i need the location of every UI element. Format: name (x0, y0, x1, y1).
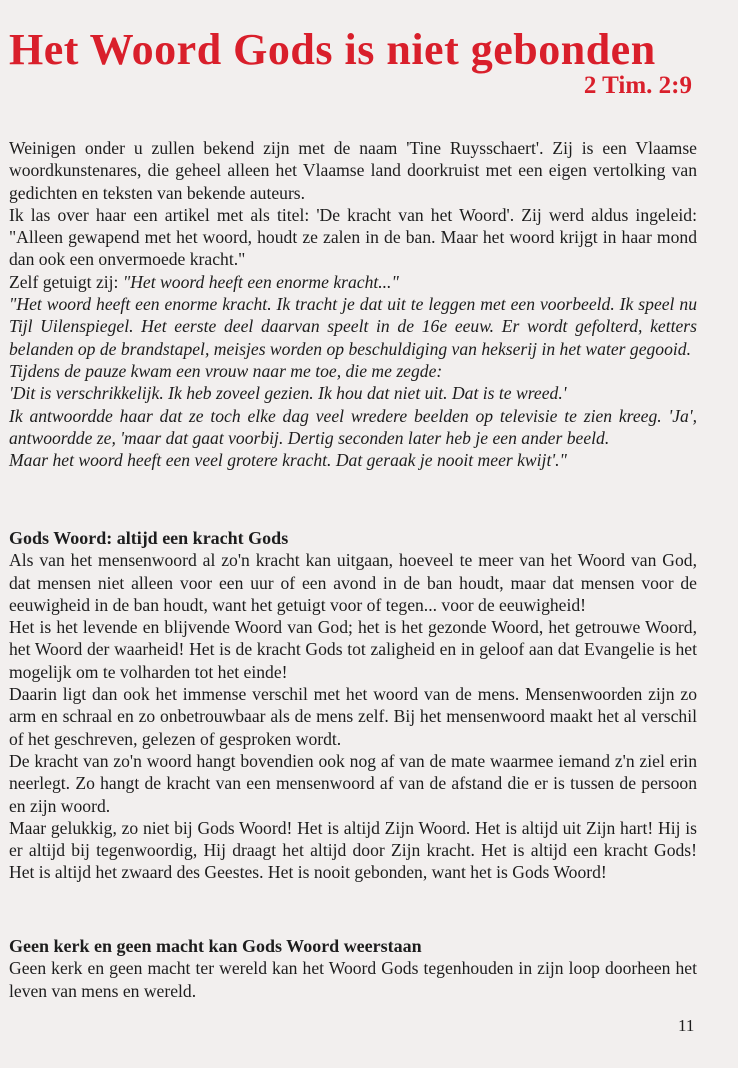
paragraph (9, 271, 697, 293)
paragraph: Als van het mensenwoord al zo'n kracht kan uitgaan, hoeveel te meer van het Woord van God, dat mensen niet alleen voor een uur of een avond in de ban houdt, maar dat mensen voor de eeuwigheid in de ban houdt, want het getuigt voor of tegen... voor de eeuwigheid! (9, 550, 697, 615)
section-heading: Geen kerk en geen macht kan Gods Woord weerstaan (9, 936, 422, 956)
paragraph: Maar gelukkig, zo niet bij Gods Woord! Het is altijd Zijn Woord. Het is altijd uit Zijn hart! Hij is er altijd bij tegenwoordig, Hij draagt het altijd door Zijn kracht. Het is altijd een kracht Gods! Het is altijd het zwaard des Geestes. Het is nooit gebonden, want het is Gods Woord! (9, 817, 697, 883)
paragraph: Weinigen onder u zullen bekend zijn met de naam 'Tine Ruysschaert'. Zij is een Vlaamse woordkunstenares, die geheel alleen het Vlaamse land doorkruist met een eigen vertolking van gedichten en teksten van bekende auteurs. (9, 138, 697, 203)
quote-paragraph: Ik antwoordde haar dat ze toch elke dag veel wredere beelden op televisie te zien kreeg. 'Ja', antwoordde ze, 'maar dat gaat voorbij. Dertig seconden later heb je een ander beeld. (9, 405, 697, 448)
paragraph: Geen kerk en geen macht ter wereld kan het Woord Gods tegenhouden in zijn loop doorheen het leven van mens en wereld. (9, 958, 697, 1001)
testimony-intro: Zelf getuigt zij: (9, 271, 123, 292)
quote-paragraph: "Het woord heeft een enorme kracht. Ik tracht je dat uit te leggen met een voorbeeld. Ik speel nu Tijl Uilenspiegel. Het eerste deel daarvan speelt in de 16e eeuw. Er wordt gefolterd, ketters belanden op de brandstapel, meisjes worden op beschuldiging van hekserij in het water gegooid. (9, 294, 697, 359)
testimony-quote: "Het woord heeft een enorme kracht..." (122, 271, 399, 292)
paragraph: Het is het levende en blijvende Woord van God; het is het gezonde Woord, het getrouwe Woord, het Woord der waarheid! Het is de kracht Gods tot zaligheid en in geloof aan dat Evangelie is het mogelijk om te volharden tot het einde! (9, 617, 697, 682)
section-heading: Gods Woord: altijd een kracht Gods (9, 528, 289, 548)
scripture-reference: 2 Tim. 2:9 (583, 72, 692, 99)
section-geen-kerk (9, 935, 697, 1002)
page-number: 11 (678, 1016, 695, 1035)
paragraph: Daarin ligt dan ook het immense verschil met het woord van de mens. Mensenwoorden zijn zo arm en schraal en zo onbetrouwbaar als de mens zelf. Bij het mensenwoord maakt het al verschil of het geschreven, gelezen of gesproken wordt. (9, 684, 697, 749)
intro-section (9, 137, 697, 471)
quote-paragraph: Maar het woord heeft een veel grotere kracht. Dat geraak je nooit meer kwijt'." (9, 450, 567, 471)
quote-paragraph: 'Dit is verschrikkelijk. Ik heb zoveel gezien. Ik hou dat niet uit. Dat is te wreed.' (9, 383, 567, 404)
paragraph: De kracht van zo'n woord hangt bovendien ook nog af van de mate waarmee iemand z'n ziel erin neerlegt. Zo hangt de kracht van een mensenwoord af van de afstand die er is tussen de persoon en zijn woord. (9, 750, 697, 816)
section-gods-woord (9, 527, 697, 884)
quote-paragraph: Tijdens de pauze kwam een vrouw naar me toe, die me zegde: (9, 360, 443, 381)
article-title: Het Woord Gods is niet gebonden (9, 25, 656, 74)
paragraph: Ik las over haar een artikel met als titel: 'De kracht van het Woord'. Zij werd aldus ingeleid: "Alleen gewapend met het woord, houdt ze zalen in de ban. Maar het woord krijgt in haar mond dan ook een onvermoede kracht." (9, 204, 697, 270)
